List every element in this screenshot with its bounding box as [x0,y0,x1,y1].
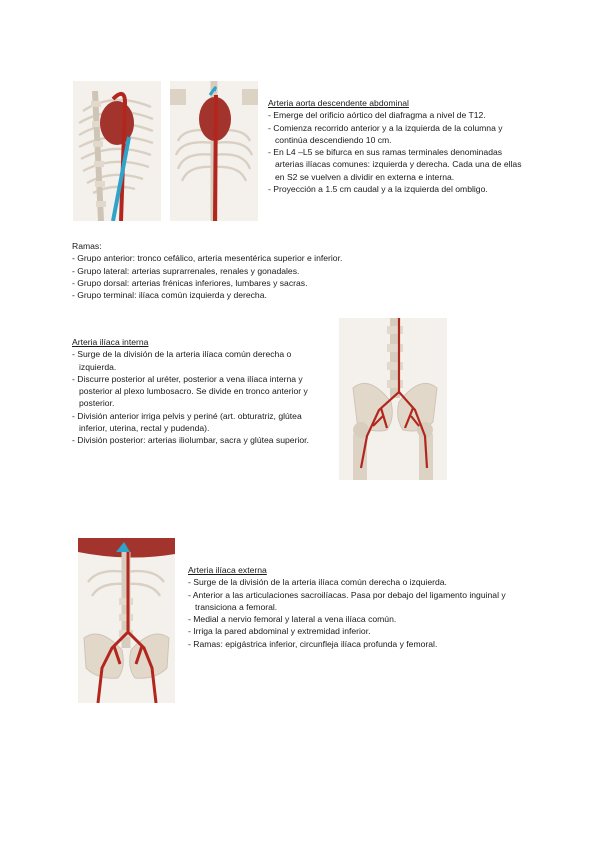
interna-list [72,348,324,446]
interna-title: Arteria ilíaca interna [72,337,149,347]
externa-text-block [188,564,533,650]
list-item: - Grupo dorsal: arterias frénicas inferiores, lumbares y sacras. [72,277,392,289]
list-item: - Anterior a las articulaciones sacroilíacas. Pasa por debajo del ligamento inguinal y transiciona a femoral. [188,589,533,614]
aorta-anterior-figure [170,81,258,221]
aorta-lateral-figure [73,81,161,221]
list-item: - División anterior irriga pelvis y periné (art. obturatriz, glútea inferior, uterina, rectal y pudenda). [72,410,324,435]
list-item: - Grupo lateral: arterias suprarrenales, renales y gonadales. [72,265,392,277]
list-item: - División posterior: arterias iliolumbar, sacra y glútea superior. [72,434,324,446]
interna-text-block [72,336,324,447]
list-item: - Emerge del orificio aórtico del diafragma a nivel de T12. [268,109,528,121]
list-item: - Surge de la división de la arteria ilíaca común derecha o izquierda. [188,576,533,588]
list-item: - Grupo anterior: tronco cefálico, arteria mesentérica superior e inferior. [72,252,392,264]
list-item: - Comienza recorrido anterior y a la izquierda de la columna y continúa descendiendo 10 cm. [268,122,528,147]
iliaca-externa-figure [78,538,175,703]
ramas-text-block [72,240,392,301]
list-item: - Ramas: epigástrica inferior, circunfleja ilíaca profunda y femoral. [188,638,533,650]
list-item: - Proyección a 1.5 cm caudal y a la izquierda del ombligo. [268,183,528,195]
aorta-list [268,109,528,195]
list-item: - Medial a nervio femoral y lateral a vena ilíaca común. [188,613,533,625]
iliaca-interna-figure [339,318,447,480]
aorta-title: Arteria aorta descendente abdominal [268,98,409,108]
list-item: - Discurre posterior al uréter, posterior a vena ilíaca interna y posterior al plexo lumbosacro. Se divide en tronco anterior y posterior. [72,373,324,410]
list-item: - Grupo terminal: ilíaca común izquierda y derecha. [72,289,392,301]
externa-title: Arteria ilíaca externa [188,565,267,575]
aorta-text-block [268,97,528,195]
list-item: - En L4 –L5 se bifurca en sus ramas terminales denominadas arterias ilíacas comunes: izquierda y derecha. Cada una de ellas en S2 se vuelven a dividir en externa e interna. [268,146,528,183]
list-item: - Irriga la pared abdominal y extremidad inferior. [188,625,533,637]
ramas-list [72,252,392,301]
list-item: - Surge de la división de la arteria ilíaca común derecha o izquierda. [72,348,324,373]
ramas-title: Ramas: [72,241,102,251]
externa-list [188,576,533,650]
